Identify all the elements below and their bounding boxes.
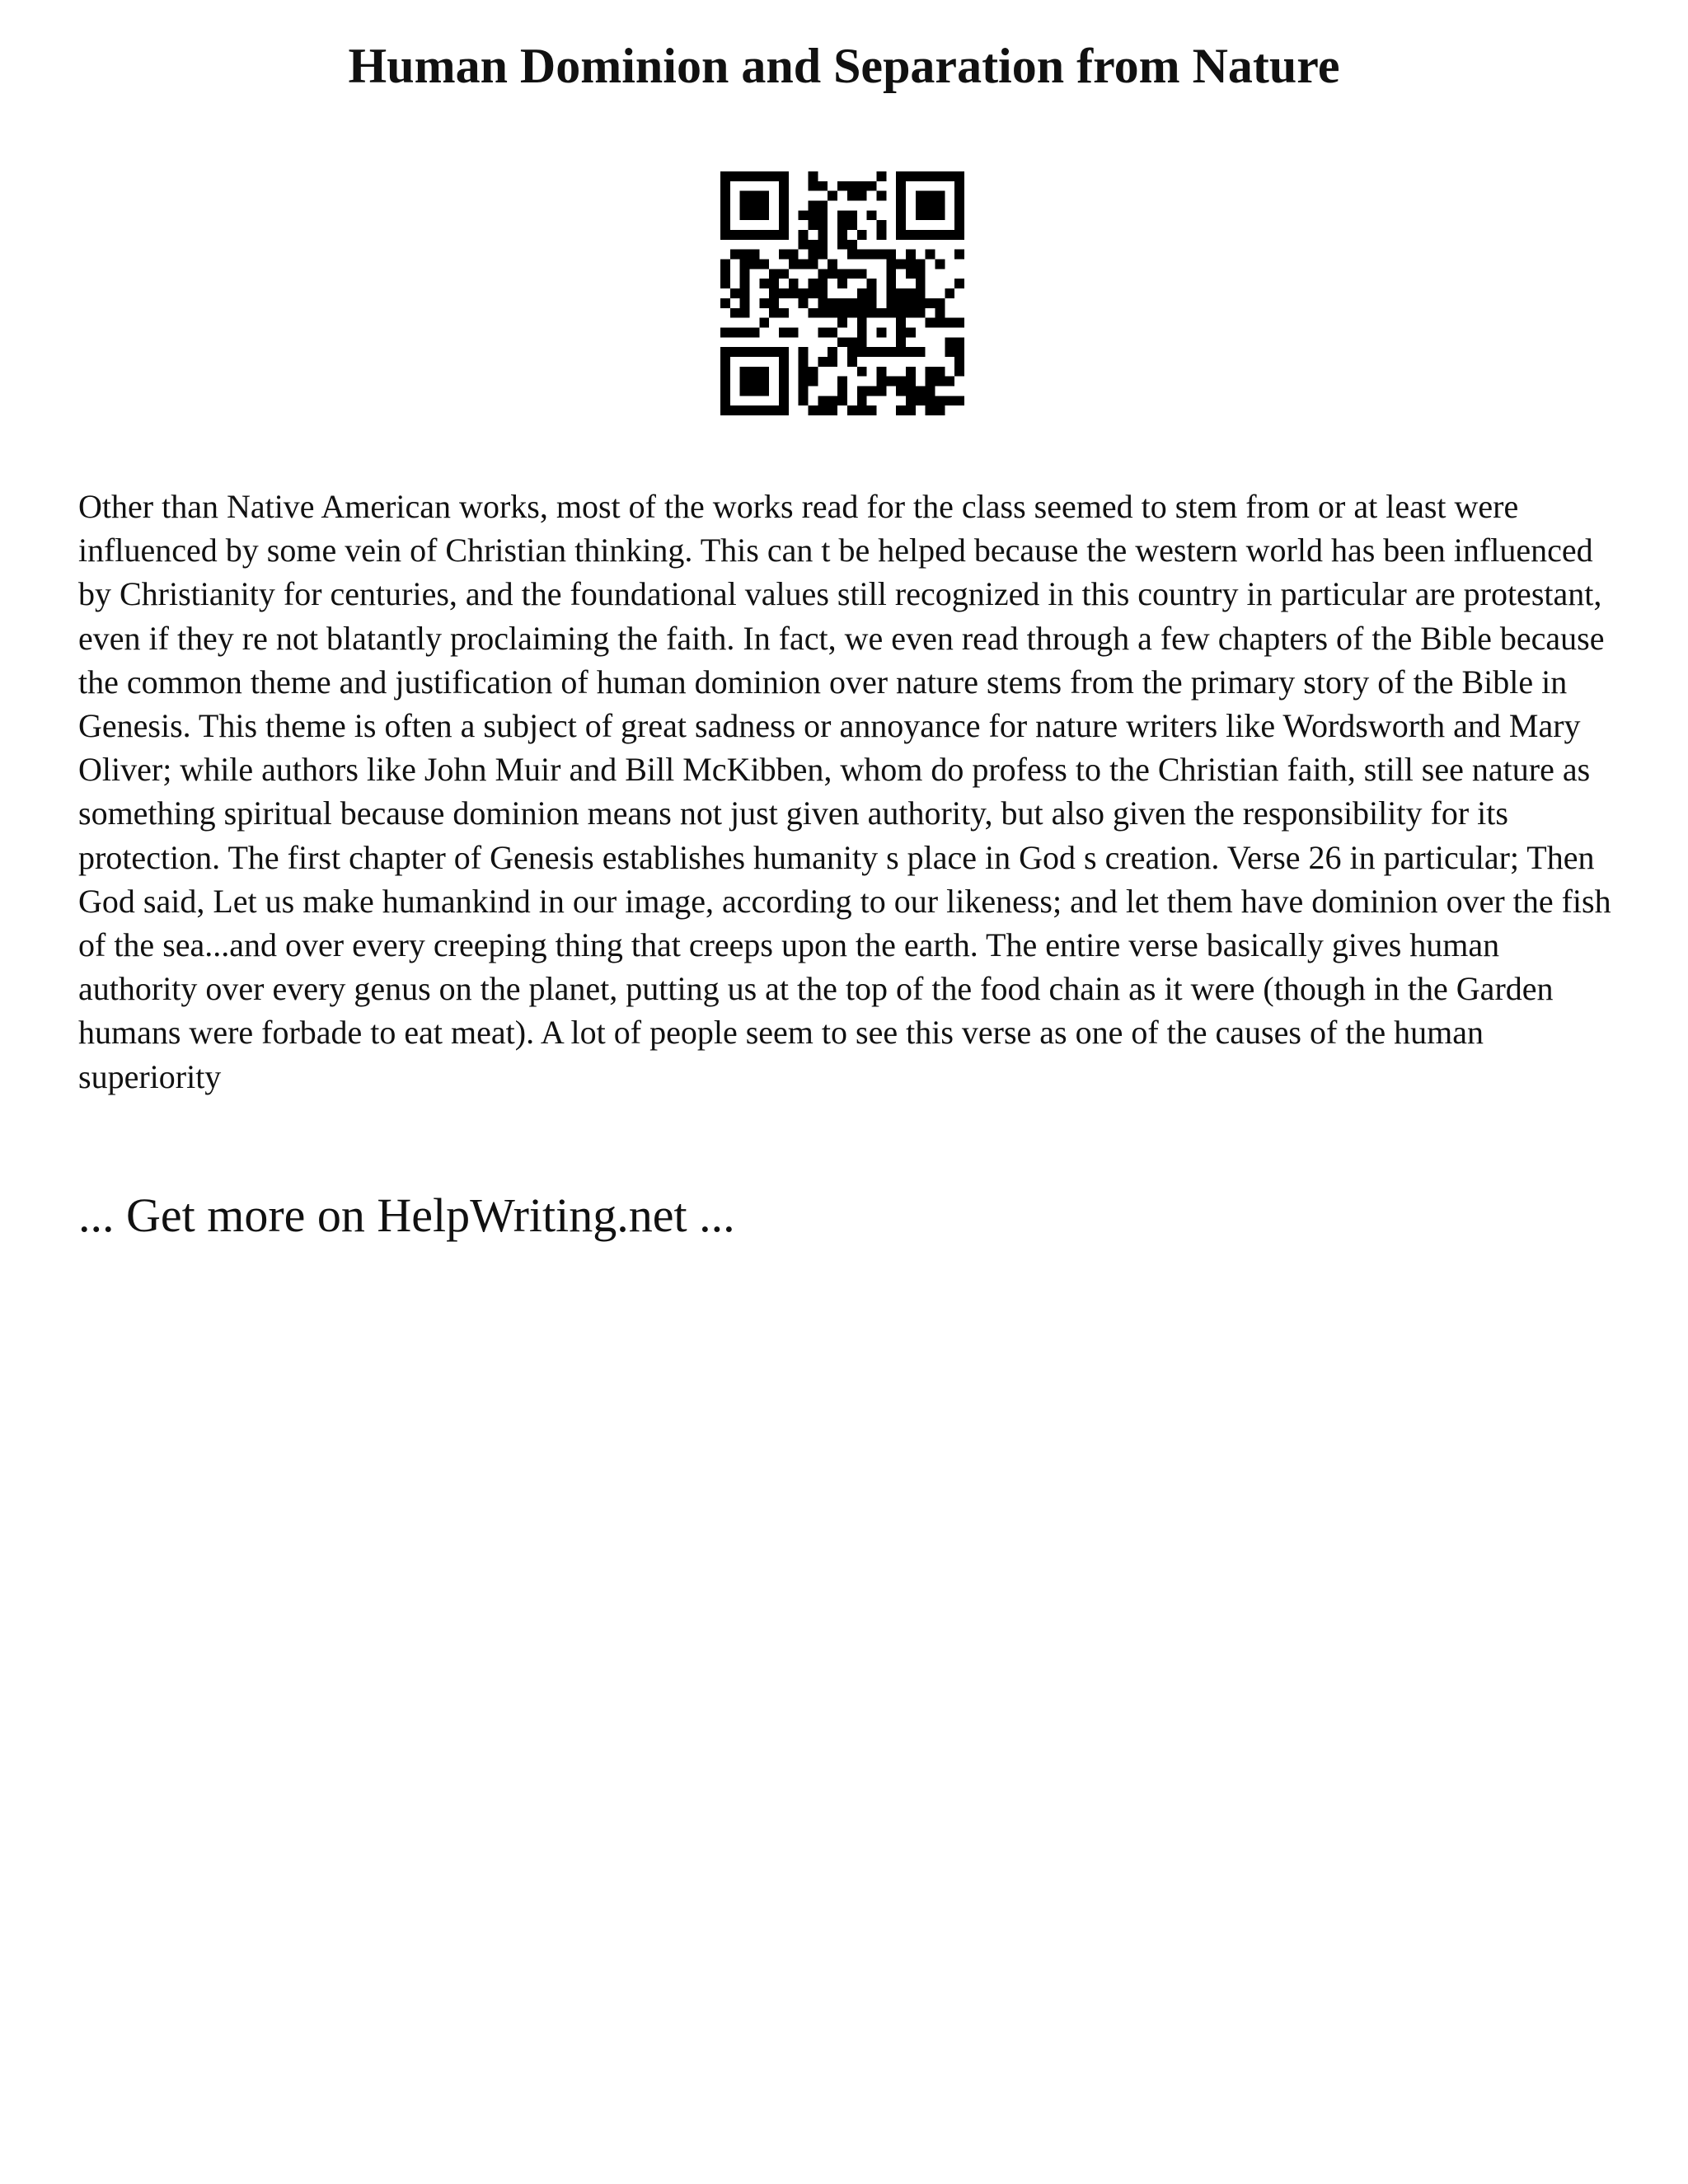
body-paragraph: Other than Native American works, most of the works read for the class seemed to stem from or at least were influenced by some vein of Christian thinking. This can t be helped because the western world has been influenced by Christianity for centuries, and the foundational values still recognized in this country in particular are protestant, even if they re not blatantly proclaiming the faith. In fact, we even read through a few chapters of the Bible because the common theme and justification of human dominion over nature stems from the primary story of the Bible in Genesis. This theme is often a subject of great sadness or annoyance for nature writers like Wordsworth and Mary Oliver; while authors like John Muir and Bill McKibben, whom do profess to the Christian faith, still see nature as something spiritual because dominion means not just given authority, but also given the responsibility for its protection. The first chapter of Genesis establishes humanity s place in God s creation. Verse 26 in particular; Then God said, Let us make humankind in our image, according to our likeness; and let them have dominion over the fish of the sea...and over every creeping thing that creeps upon the earth. The entire verse basically gives human authority over every genus on the planet, putting us at the top of the food chain as it were (though in the Garden humans were forbade to eat meat). A lot of people seem to see this verse as one of the causes of the human superiority [78, 488, 1611, 1095]
page-title: Human Dominion and Separation from Nature [348, 39, 1340, 93]
get-more-link[interactable]: ... Get more on HelpWriting.net ... [78, 1188, 735, 1242]
qr-code-icon [720, 171, 964, 415]
